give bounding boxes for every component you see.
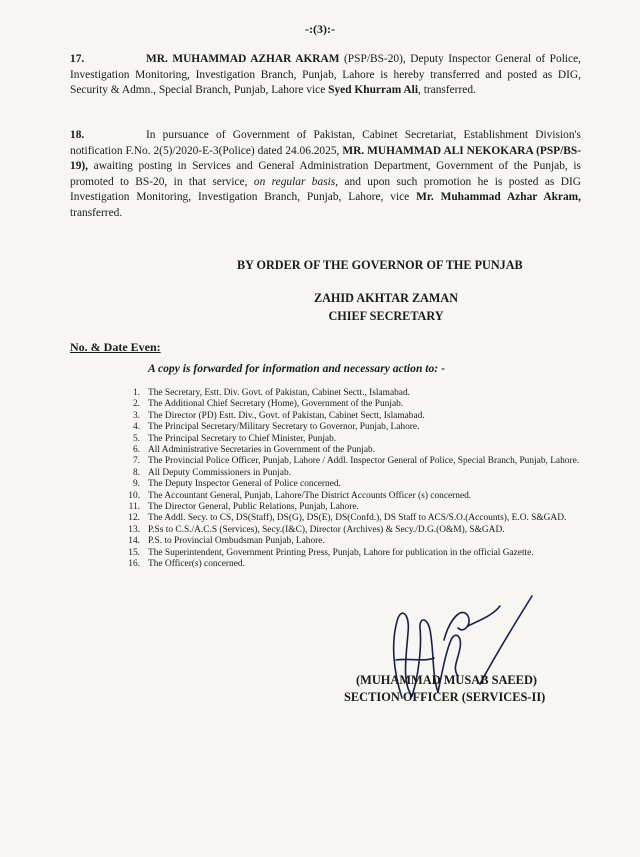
recipient-number: 13. xyxy=(128,524,140,535)
recipient-item xyxy=(110,388,590,399)
bold-text-run: Mr. Muhammad Azhar Akram, xyxy=(416,191,582,203)
recipient-text: The Accountant General, Punjab, Lahore/The District Accounts Officer (s) concerned. xyxy=(148,490,472,501)
recipient-list xyxy=(110,388,590,571)
recipient-item xyxy=(110,536,590,547)
paragraph-18 xyxy=(70,128,581,221)
recipient-item xyxy=(110,491,590,502)
recipient-text: The Additional Chief Secretary (Home), Government of the Punjab. xyxy=(148,399,404,410)
paragraph-number: 18. xyxy=(70,129,85,141)
recipient-number: 16. xyxy=(128,559,140,570)
recipient-number: 5. xyxy=(132,433,140,444)
recipient-number: 10. xyxy=(128,490,140,501)
recipient-text: The Director (PD) Estt. Div., Govt. of Pakistan, Cabinet Sectt, Islamabad. xyxy=(148,410,425,421)
bold-text-run: MR. MUHAMMAD AZHAR AKRAM xyxy=(146,53,340,65)
order-line: BY ORDER OF THE GOVERNOR OF THE PUNJAB xyxy=(237,258,523,272)
recipient-number: 7. xyxy=(132,456,140,467)
chief-secretary-name: ZAHID AKHTAR ZAMAN xyxy=(314,291,458,305)
recipient-item xyxy=(110,525,590,536)
recipient-item xyxy=(110,548,590,559)
recipient-number: 3. xyxy=(132,410,140,421)
recipient-number: 4. xyxy=(132,422,140,433)
recipient-text: All Administrative Secretaries in Government of the Punjab. xyxy=(148,445,376,456)
section-officer-name: (MUHAMMAD MUSAB SAEED) xyxy=(356,673,538,687)
recipient-item xyxy=(110,422,590,433)
recipient-number: 2. xyxy=(132,399,140,410)
chief-secretary-title: CHIEF SECRETARY xyxy=(328,309,444,323)
no-date-even: No. & Date Even: xyxy=(70,340,161,354)
recipient-number: 11. xyxy=(128,502,140,513)
text-run: transferred. xyxy=(70,206,123,219)
recipient-item xyxy=(110,456,590,467)
recipient-item xyxy=(110,399,590,410)
recipient-number: 6. xyxy=(132,445,140,456)
recipient-number: 14. xyxy=(128,536,140,547)
recipient-item xyxy=(110,502,590,513)
recipient-text: The Principal Secretary/Military Secretary to Governor, Punjab, Lahore. xyxy=(148,422,420,433)
recipient-item xyxy=(110,445,590,456)
text-run: , transferred. xyxy=(418,84,476,96)
recipient-text: The Principal Secretary to Chief Minister, Punjab. xyxy=(148,433,337,444)
recipient-text: The Superintendent, Government Printing Press, Punjab, Lahore for publication in the official Gazette. xyxy=(148,547,534,558)
bold-text-run: Syed Khurram Ali xyxy=(328,84,418,96)
paragraph-number: 17. xyxy=(70,53,85,65)
text-run: awaiting posting in Services and General Administration Department, Government of the Punjab, is promoted to BS-20, in that service, xyxy=(70,160,581,188)
recipient-text: The Addl. Secy. to CS, DS(Staff), DS(G), DS(E), DS(Confd.), DS Staff to ACS/S.O.(Accounts), E.O. S&GAD. xyxy=(148,513,567,524)
recipient-text: The Officer(s) concerned. xyxy=(148,559,245,570)
recipient-text: P.S. to Provincial Ombudsman Punjab, Lahore. xyxy=(148,536,325,547)
text-run: and upon such promotion he is posted as DIG Investigation Monitoring, Investigation Branch, Punjab, Lahore, vice xyxy=(70,175,581,203)
section-officer-title: SECTION OFFICER (SERVICES-II) xyxy=(344,690,546,704)
recipient-item xyxy=(110,513,590,524)
recipient-number: 8. xyxy=(132,467,140,478)
bold-text-run: MR. MUHAMMAD ALI NEKOKARA (PSP/BS-19), xyxy=(70,144,582,172)
recipient-number: 15. xyxy=(128,547,140,558)
text-run: (PSP/BS-20), Deputy Inspector General of Police, Investigation Monitoring, Investigation Branch, Punjab, Lahore is hereby transferred and posted as DIG, Security & Admn., Special Branch, Punjab, Lahore vice xyxy=(70,53,581,96)
recipient-item xyxy=(110,479,590,490)
text-run: In pursuance of Government of Pakistan, Cabinet Secretariat, Establishment Division's notification F.No. 2(5)/2020-E-3(Police) dated 24.06.2025, xyxy=(70,129,581,157)
recipient-item xyxy=(110,411,590,422)
recipient-text: All Deputy Commissioners in Punjab. xyxy=(148,467,291,478)
forward-intro: A copy is forwarded for information and necessary action to: - xyxy=(148,362,445,375)
recipient-number: 12. xyxy=(128,513,140,524)
paragraph-17 xyxy=(70,52,581,99)
recipient-number: 9. xyxy=(132,479,140,490)
recipient-item xyxy=(110,468,590,479)
recipient-text: The Deputy Inspector General of Police concerned. xyxy=(148,479,341,490)
recipient-text: P.Ss to C.S./A.C.S (Services), Secy.(I&C), Director (Archives) & Secy./D.G.(O&M), S&GAD. xyxy=(148,524,505,535)
paragraph-body xyxy=(70,53,581,96)
italic-text-run: on regular basis, xyxy=(253,175,339,188)
recipient-number: 1. xyxy=(132,388,140,398)
paragraph-body xyxy=(70,129,581,219)
recipient-item xyxy=(110,434,590,445)
recipient-text: The Secretary, Estt. Div. Govt. of Pakistan, Cabinet Sectt., Islamabad. xyxy=(148,388,410,398)
recipient-item xyxy=(110,559,590,570)
page-number: -:(3):- xyxy=(305,22,335,36)
recipient-text: The Director General, Public Relations, Punjab, Lahore. xyxy=(148,502,359,513)
recipient-text: The Provincial Police Officer, Punjab, Lahore / Addl. Inspector General of Police, Special Branch, Punjab, Lahore. xyxy=(148,456,580,467)
